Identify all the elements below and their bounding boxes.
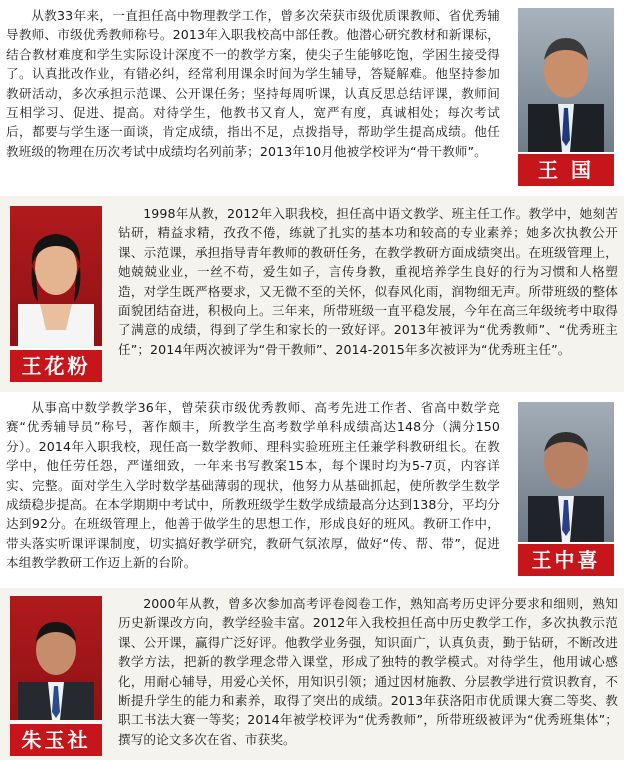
portrait-figure	[518, 402, 614, 542]
teacher-bio: 从事高中数学教学36年，曾荣获市级优秀教师、高考先进工作者、省高中数学竞赛“优秀辅导员”称号，著作颇丰，所教学生高考数学单科成绩高达148分（满分150分）。2014年入职我校，现任高一数学教师、理科实验班班主任兼学科教研组长。在教学中，他任劳任怨，严谨细致，一年来书写教案15本，每个课时均为5-7页，内容详实、完整。面对学生入学时数学基础薄弱的现状，他努力从基础抓起，使所教学生数学成绩稳步提高。在本学期期中考试中，所教班级学生数学成绩最高分达到138分，平均分达到92分。在班级管理上，他善于做学生的思想工作，形成良好的班风。教研工作中，带头落实听课评课制度，切实搞好教学研究，教研气氛浓厚，做好“传、帮、带”，促进本组教学教研工作迈上新的台阶。	[6, 400, 501, 571]
teacher-bio: 1998年从教，2012年入职我校，担任高中语文教学、班主任工作。教学中，她刻苦钻研，精益求精，孜孜不倦，练就了扎实的基本功和较高的专业素养；她多次执教公开课、示范课，承担指导青年教师的教研任务，在教学教研方面成绩突出。在班级管理上，她兢兢业业，一丝不苟，爱生如子，言传身教，重视培养学生良好的行为习惯和人格塑造，对学生既严格要求，又无微不至的关怀，似春风化雨，润物细无声。所带班级的整体面貌团结奋进，积极向上。三年来，所带班级一直平稳发展，今年在高三年级统考中取得了满意的成绩，得到了学生和家长的一致好评。2013年被评为“优秀教师”、“优秀班主任”；2014年两次被评为“骨干教师”、2014-2015年多次被评为“优秀班主任”。	[118, 206, 618, 357]
teacher-photo	[10, 596, 102, 720]
teacher-name-plate: 朱玉社	[10, 722, 102, 756]
teacher-section-wang-guo	[0, 0, 624, 196]
teacher-section-zhu-yushe	[0, 588, 624, 760]
teacher-photo	[518, 402, 614, 542]
portrait-figure	[518, 8, 614, 152]
teacher-photo	[10, 206, 102, 346]
teacher-name-plate: 王中喜	[518, 542, 614, 576]
teacher-section-wang-zhongxi	[0, 392, 624, 588]
teacher-bio: 2000年从教，曾多次参加高考评卷阅卷工作，熟知高考历史评分要求和细则，熟知历史新课改方向，教学经验丰富。2012年入我校担任高中历史教学工作，多次执教示范课、公开课，赢得广泛好评。他教学业务强，知识面广，认真负责，勤于钻研，不断改进教学方法，把新的教学理念带入课堂，形成了独特的教学模式。对待学生，他用诚心感化，用耐心辅导，用爱心关怀，用知识引领；通过因材施教、分层教学进行赏识教育，不断提升学生的能力和素养，取得了突出的成绩。2013年获洛阳市优质课大赛二等奖、教职工书法大赛一等奖；2014年被学校评为“优秀教师”，所带班级被评为“优秀班集体”；撰写的论文多次在省、市获奖。	[118, 596, 618, 747]
portrait-figure	[10, 206, 102, 346]
teacher-section-wang-huafen	[0, 196, 624, 392]
teacher-name-plate: 王花粉	[10, 348, 102, 382]
teacher-name-plate: 王 国	[518, 152, 614, 186]
teacher-photo	[518, 8, 614, 152]
teacher-bio: 从教33年来，一直担任高中物理教学工作，曾多次荣获市级优质课教师、省优秀辅导教师、市级优秀教师称号。2013年入职我校高中部任教。他潜心研究教材和新课标，结合教材难度和学生实际设计深度不一的教学方案，使尖子生能够吃饱，学困生接受得了。认真批改作业，有错必纠，经常利用课余时间为学生辅导，答疑解难。他坚持参加教研活动，多次承担示范课、公开课任务；坚持每周听课，认真反思总结评课，教师间互相学习、促进、提高。对待学生，他教书又育人，宽严有度，真诚相处；每次考试后，都要与学生逐一面谈，肯定成绩，指出不足，点拨指导，帮助学生提高成绩。他任教班级的物理在历次考试中成绩均名列前茅；2013年10月他被学校评为“骨干教师”。	[6, 8, 500, 159]
portrait-figure	[10, 596, 102, 720]
